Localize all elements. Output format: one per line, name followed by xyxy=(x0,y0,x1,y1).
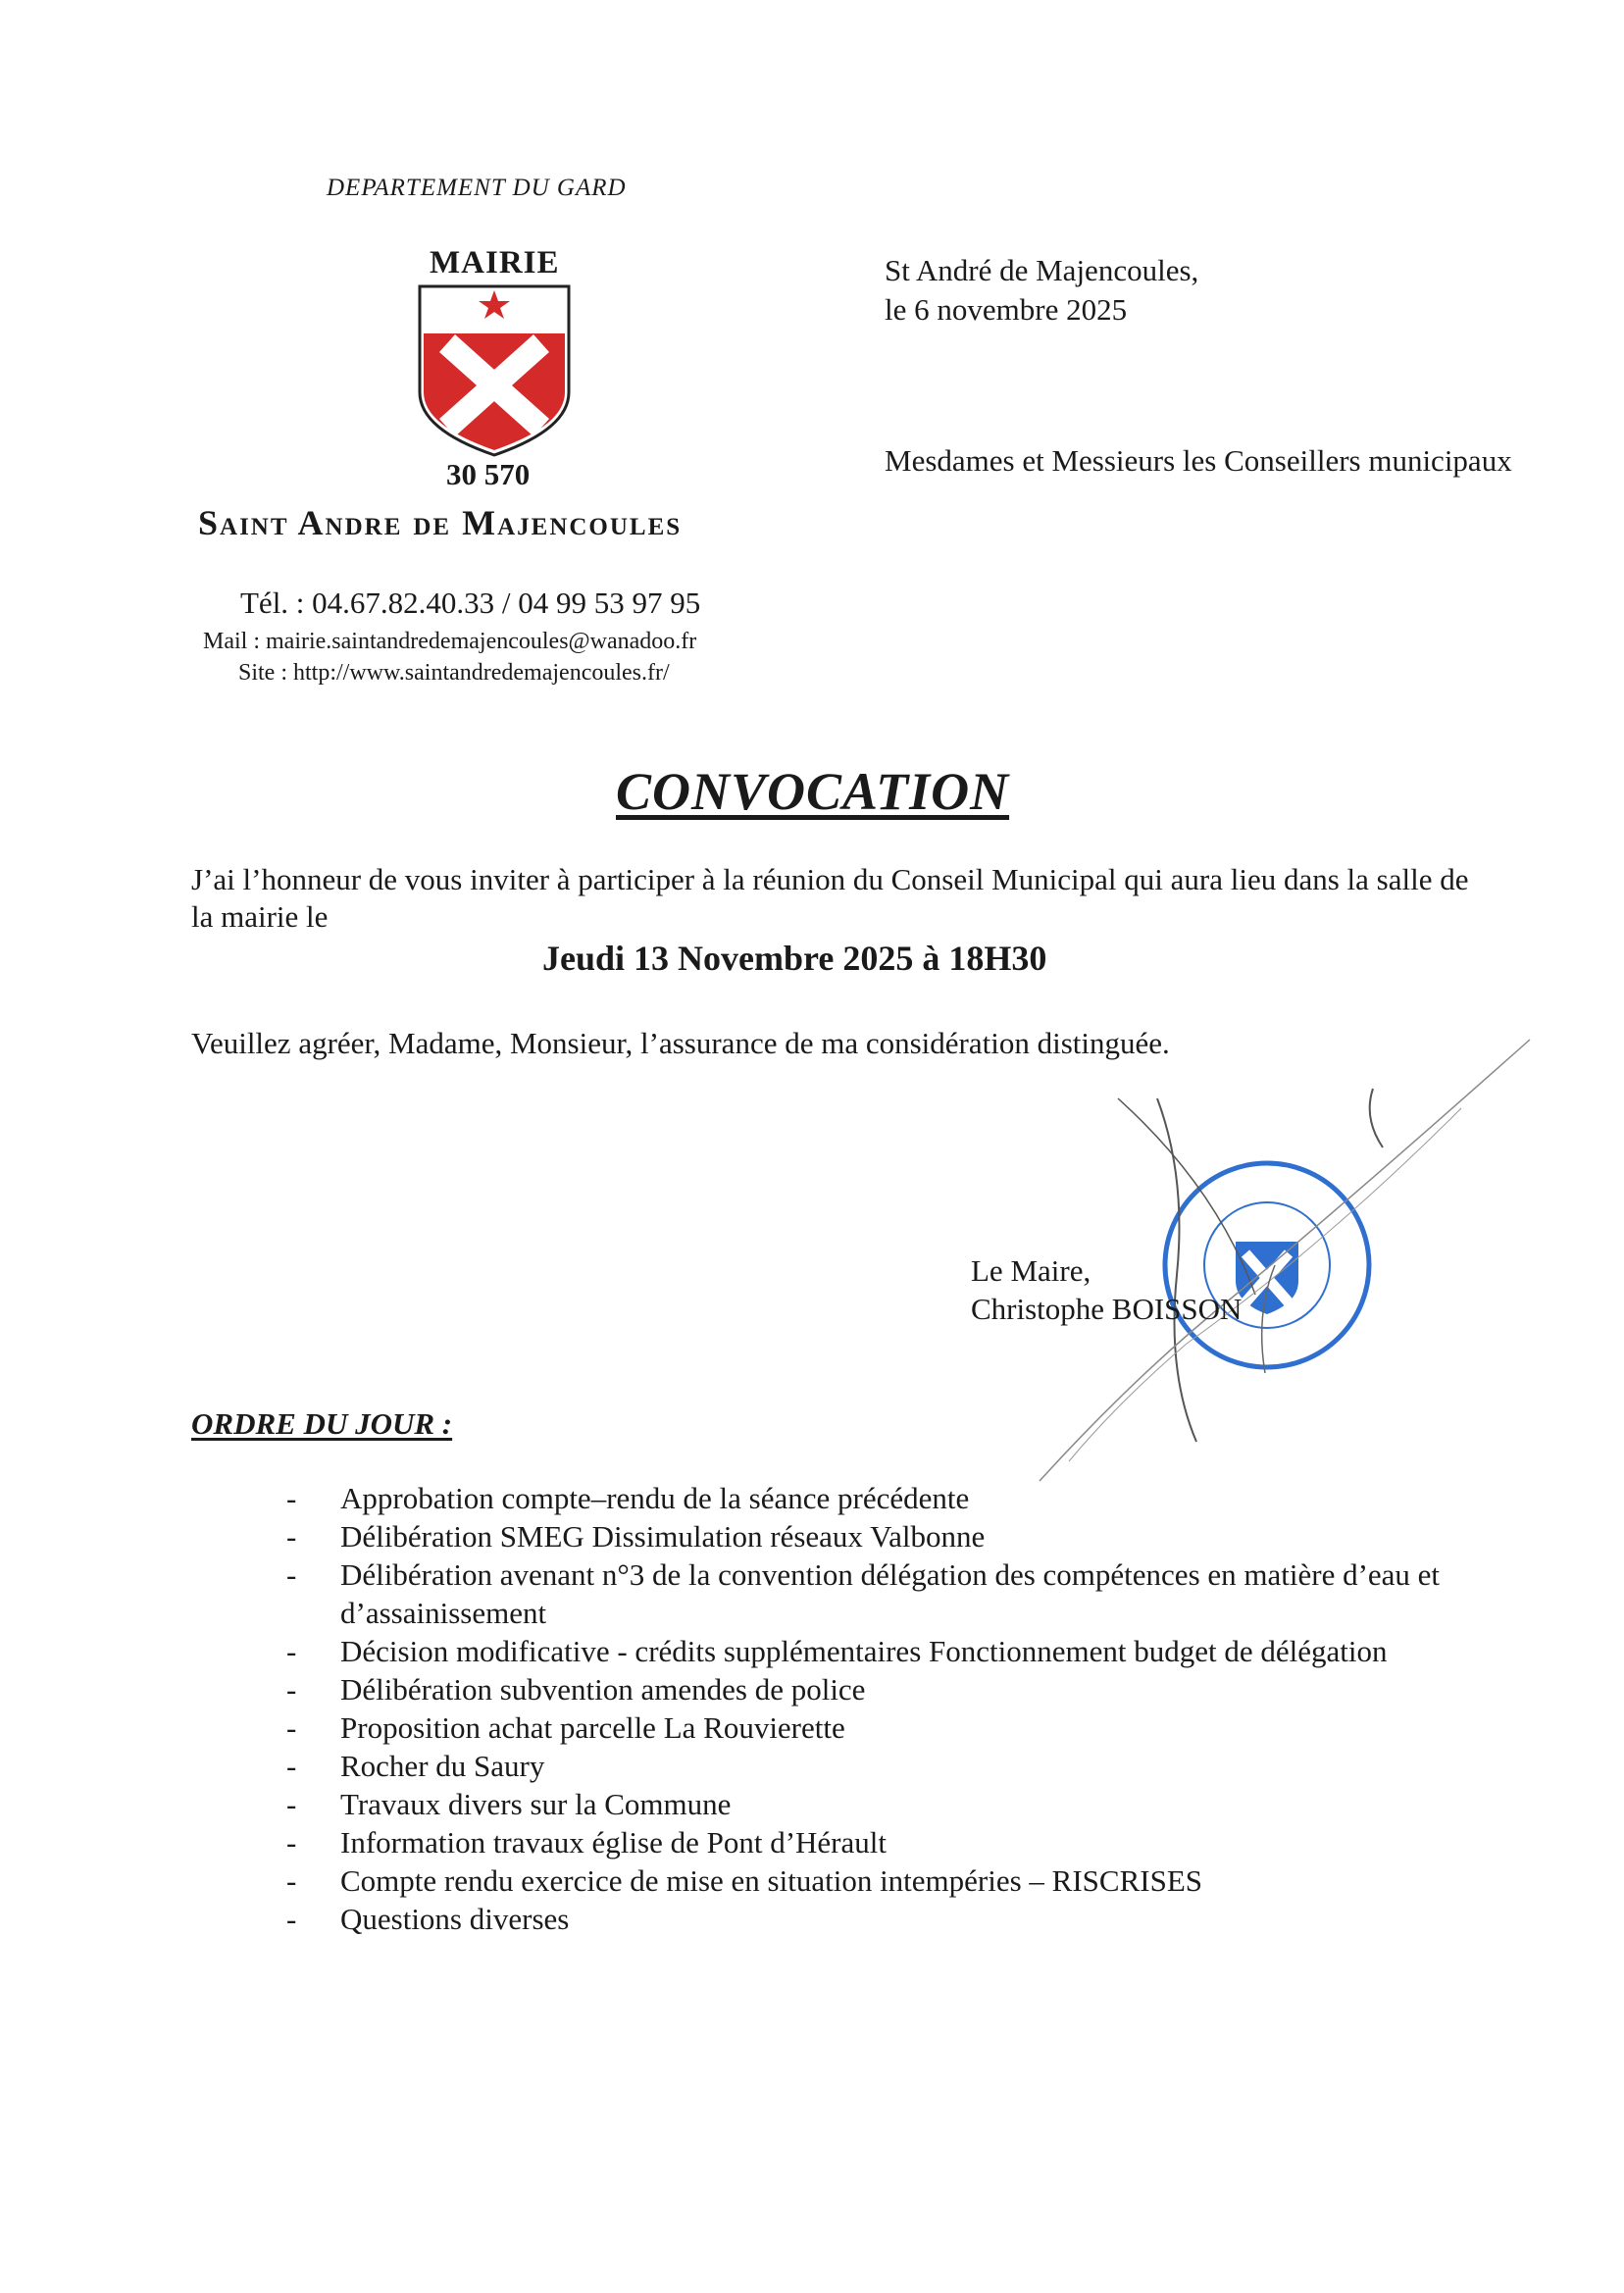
mairie-label: MAIRIE xyxy=(430,245,560,280)
agenda-item: Décision modificative - crédits supplémentaires Fonctionnement budget de délégation xyxy=(340,1634,1388,1668)
website: Site : http://www.saintandredemajencoules.fr/ xyxy=(238,660,670,686)
list-item xyxy=(286,1479,1463,1517)
signature-scribble-icon xyxy=(863,1020,1549,1530)
agenda-title: ORDRE DU JOUR : xyxy=(191,1406,453,1441)
list-dash: - xyxy=(286,1863,297,1898)
list-item xyxy=(286,1823,1463,1861)
coat-of-arms-icon xyxy=(414,282,575,459)
closing-text: Veuillez agréer, Madame, Monsieur, l’assurance de ma considération distinguée. xyxy=(191,1026,1170,1060)
letter-place: St André de Majencoules, xyxy=(885,253,1199,287)
list-item xyxy=(286,1632,1463,1670)
agenda-item: Compte rendu exercice de mise en situation intempéries – RISCRISES xyxy=(340,1863,1203,1898)
agenda-list xyxy=(286,1479,1463,1938)
signatory-name: Christophe BOISSON xyxy=(971,1292,1243,1326)
agenda-item: Information travaux église de Pont d’Hérault xyxy=(340,1825,887,1860)
list-dash: - xyxy=(286,1672,297,1707)
list-item xyxy=(286,1861,1463,1900)
list-item xyxy=(286,1517,1463,1555)
invitation-text: J’ai l’honneur de vous inviter à participer à la réunion du Conseil Municipal qui aura lieu dans la salle de la mairie le xyxy=(191,862,1469,934)
postcode: 30 570 xyxy=(446,457,531,491)
agenda-item: Proposition achat parcelle La Rouvierette xyxy=(340,1710,845,1745)
agenda-item: Approbation compte–rendu de la séance précédente xyxy=(340,1481,970,1515)
agenda-item: Délibération subvention amendes de police xyxy=(340,1672,866,1707)
list-item xyxy=(286,1708,1463,1747)
telephone: Tél. : 04.67.82.40.33 / 04 99 53 97 95 xyxy=(240,586,701,620)
town-name: Saint Andre de Majencoules xyxy=(198,503,683,542)
agenda-item: Délibération avenant n°3 de la convention délégation des compétences en matière d’eau et d’assainissement xyxy=(340,1557,1441,1630)
email: Mail : mairie.saintandredemajencoules@wanadoo.fr xyxy=(203,629,697,654)
agenda-item: Questions diverses xyxy=(340,1902,570,1936)
list-dash: - xyxy=(286,1557,297,1592)
list-dash: - xyxy=(286,1902,297,1936)
list-dash: - xyxy=(286,1710,297,1745)
recipient: Mesdames et Messieurs les Conseillers municipaux xyxy=(885,443,1512,478)
list-dash: - xyxy=(286,1825,297,1860)
list-dash: - xyxy=(286,1519,297,1554)
list-item xyxy=(286,1670,1463,1708)
list-item xyxy=(286,1555,1463,1632)
list-item xyxy=(286,1747,1463,1785)
list-dash: - xyxy=(286,1634,297,1668)
meeting-datetime: Jeudi 13 Novembre 2025 à 18H30 xyxy=(542,939,1047,978)
document-title: CONVOCATION xyxy=(616,762,1010,821)
department-header: DEPARTEMENT DU GARD xyxy=(327,175,627,201)
agenda-item: Travaux divers sur la Commune xyxy=(340,1787,732,1821)
list-dash: - xyxy=(286,1787,297,1821)
signature-title: Le Maire, xyxy=(971,1253,1091,1288)
letter-date: le 6 novembre 2025 xyxy=(885,292,1128,327)
agenda-item: Rocher du Saury xyxy=(340,1749,545,1783)
list-item xyxy=(286,1900,1463,1938)
agenda-item: Délibération SMEG Dissimulation réseaux Valbonne xyxy=(340,1519,986,1554)
list-dash: - xyxy=(286,1749,297,1783)
list-item xyxy=(286,1785,1463,1823)
list-dash: - xyxy=(286,1481,297,1515)
